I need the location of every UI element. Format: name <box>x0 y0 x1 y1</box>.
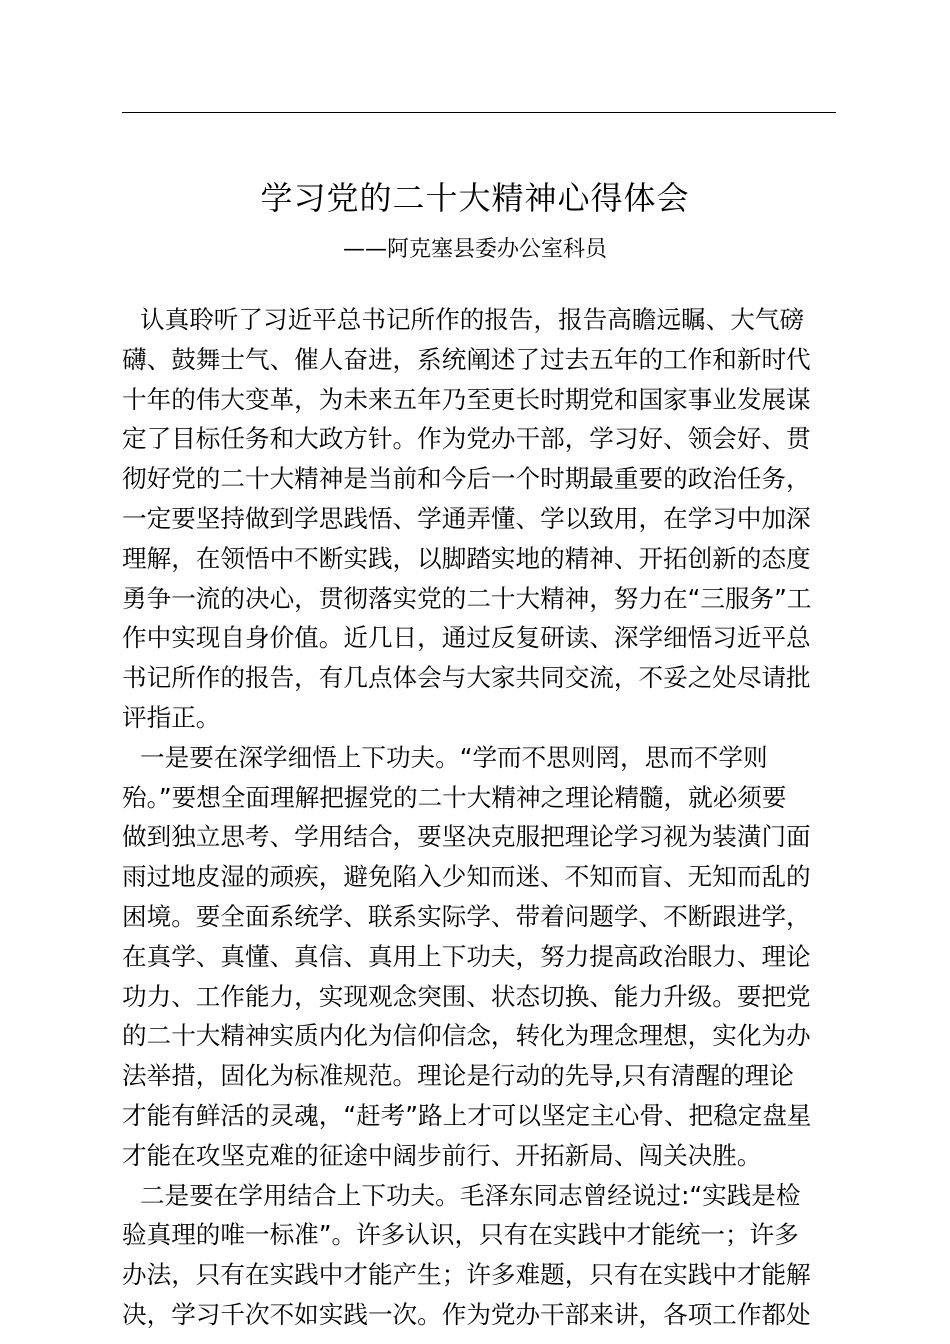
text-line: 十年的伟大变革，为未来五年乃至更长时期党和国家事业发展谋 <box>122 384 811 414</box>
text-line: 才能有鲜活的灵魂，“赶考”路上才可以坚定主心骨、把稳定盘星 <box>122 1100 812 1130</box>
text-line: 礴、鼓舞士气、催人奋进，系统阐述了过去五年的工作和新时代 <box>122 344 811 374</box>
text-line: 作中实现自身价值。近几日，通过反复研读、深学细悟习近平总 <box>122 623 811 653</box>
text-line: 二是要在学用结合上下功夫。毛泽东同志曾经说过:“实践是检 <box>140 1180 801 1210</box>
text-line: 彻好党的二十大精神是当前和今后一个时期最重要的政治任务， <box>122 464 811 494</box>
text-line: 做到独立思考、学用结合，要坚决克服把理论学习视为装潢门面 <box>122 822 811 852</box>
text-line: 验真理的唯一标准”。许多认识，只有在实践中才能统一；许多 <box>122 1220 799 1250</box>
text-line: 定了目标任务和大政方针。作为党办干部，学习好、领会好、贯 <box>122 424 811 454</box>
text-line: 认真聆听了习近平总书记所作的报告，报告高瞻远瞩、大气磅 <box>140 305 805 334</box>
text-line: 一是要在深学细悟上下功夫。“学而不思则罔，思而不学则 <box>140 742 768 772</box>
text-line: 才能在攻坚克难的征途中阔步前行、开拓新局、闯关决胜。 <box>122 1140 762 1170</box>
text-line: 决，学习千次不如实践一次。作为党办干部来讲，各项工作都处 <box>122 1299 811 1329</box>
text-line: 书记所作的报告，有几点体会与大家共同交流，不妥之处尽请批 <box>122 663 811 693</box>
text-line: 一定要坚持做到学思践悟、学通弄懂、学以致用，在学习中加深 <box>122 503 811 533</box>
text-line: 功力、工作能力，实现观念突围、状态切换、能力升级。要把党 <box>122 981 811 1011</box>
text-line: 法举措，固化为标准规范。理论是行动的先导,只有清醒的理论 <box>122 1061 794 1091</box>
text-line: 办法，只有在实践中才能产生；许多难题，只有在实践中才能解 <box>122 1260 811 1290</box>
document-title: 学习党的二十大精神心得体会 <box>260 179 690 217</box>
header-rule <box>122 112 836 113</box>
text-line: 殆。”要想全面理解把握党的二十大精神之理论精髓，就必须要 <box>122 782 787 812</box>
text-line: 雨过地皮湿的顽疾，避免陷入少知而迷、不知而盲、无知而乱的 <box>122 862 811 892</box>
text-line: 理解，在领悟中不断实践，以脚踏实地的精神、开拓创新的态度 <box>122 543 811 573</box>
document-body <box>122 300 840 1335</box>
text-line: 在真学、真懂、真信、真用上下功夫，努力提高政治眼力、理论 <box>122 941 811 971</box>
text-line: 的二十大精神实质内化为信仰信念，转化为理念理想，实化为办 <box>122 1021 811 1051</box>
document-subtitle: ——阿克塞县委办公室科员 <box>342 237 607 262</box>
text-line: 评指正。 <box>122 702 221 732</box>
text-line: 困境。要全面系统学、联系实际学、带着问题学、不断跟进学， <box>122 901 811 931</box>
text-line: 勇争一流的决心，贯彻落实党的二十大精神，努力在“三服务”工 <box>122 583 812 613</box>
